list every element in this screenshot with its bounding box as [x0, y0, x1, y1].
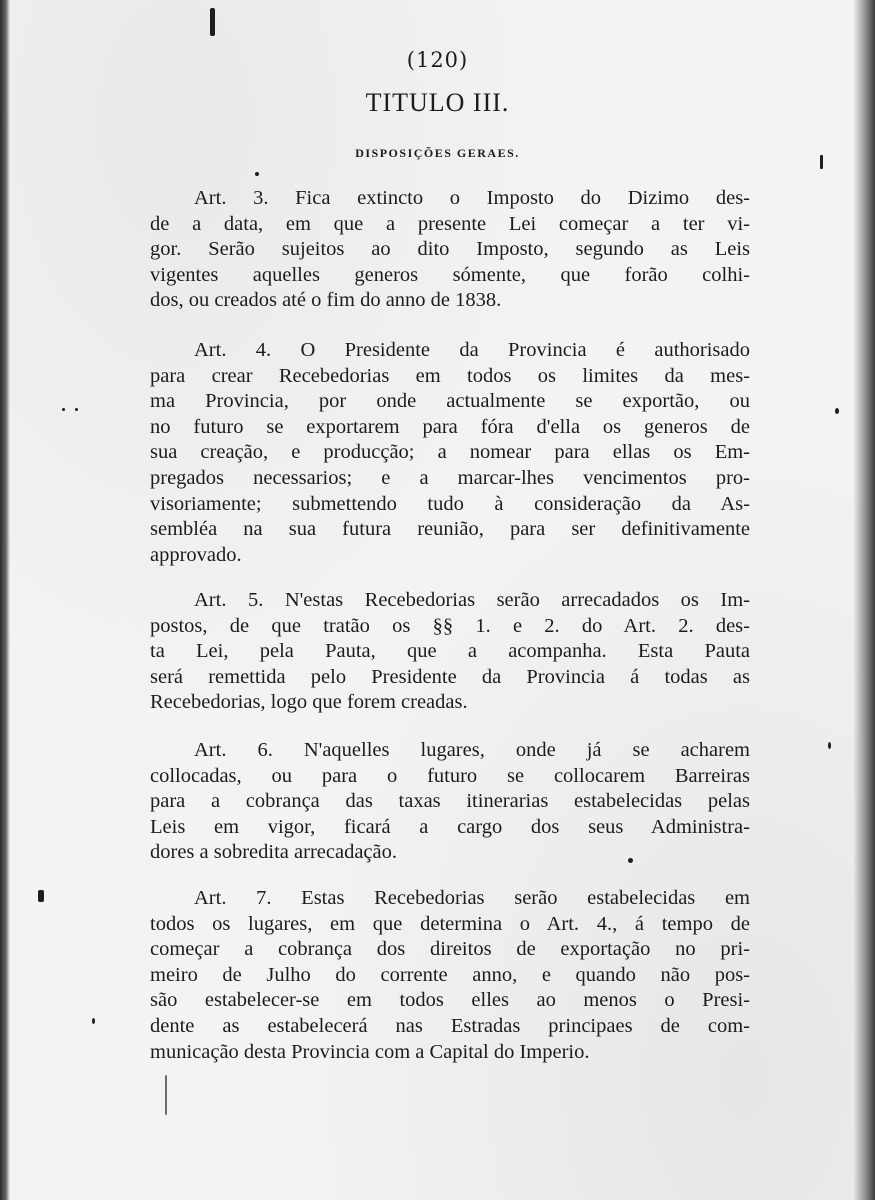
ink-speck — [820, 155, 823, 169]
ink-speck — [92, 1018, 95, 1024]
article-4 — [150, 338, 750, 568]
text-line: Art. 7. Estas Recebedorias serão estabelecidas em — [194, 887, 750, 909]
text-line: Art. 3. Fica extincto o Imposto do Dizimo des- — [194, 187, 750, 209]
text-line: ta Lei, pela Pauta, que a acompanha. Esta Pauta — [150, 640, 750, 663]
ink-speck — [38, 890, 44, 902]
ink-speck — [62, 408, 65, 411]
text-line: será remettida pelo Presidente da Provincia á todas as — [150, 665, 750, 688]
ink-speck — [75, 408, 78, 411]
ink-speck — [628, 858, 633, 863]
article-6 — [150, 738, 750, 866]
text-line: Art. 5. N'estas Recebedorias serão arrecadados os Im- — [194, 589, 750, 611]
text-line: dores a sobredita arrecadação. — [150, 841, 397, 864]
text-line: postos, de que tratão os §§ 1. e 2. do Art. 2. des- — [150, 614, 750, 637]
text-line: gor. Serão sujeitos ao dito Imposto, segundo as Leis — [150, 238, 750, 261]
page-left-shadow — [0, 0, 10, 1200]
ink-speck — [165, 1075, 167, 1115]
text-line: dente as estabelecerá nas Estradas principaes de com- — [150, 1014, 750, 1037]
text-line: de a data, em que a presente Lei começar a ter vi- — [150, 212, 750, 235]
text-line: approvado. — [150, 543, 242, 566]
chapter-title: TITULO III. — [365, 88, 510, 117]
text-line: para a cobrança das taxas itinerarias estabelecidas pelas — [150, 790, 750, 813]
text-line: ma Provincia, por onde actualmente se exportão, ou — [150, 390, 750, 413]
text-line: visoriamente; submettendo tudo à consideração da As- — [150, 492, 750, 515]
page-right-shadow — [853, 0, 875, 1200]
text-line: municação desta Provincia com a Capital do Imperio. — [150, 1040, 590, 1063]
ink-speck — [828, 742, 831, 749]
section-heading: DISPOSIÇÕES GERAES. — [355, 146, 520, 160]
text-line: são estabelecer-se em todos elles ao menos o Presi- — [150, 989, 750, 1012]
text-line: começar a cobrança dos direitos de exportação no pri- — [150, 938, 750, 961]
text-line: todos os lugares, em que determina o Art. 4., á tempo de — [150, 912, 750, 935]
ink-speck — [210, 8, 215, 36]
text-line: vigentes aquelles generos sómente, que forão colhi- — [150, 263, 750, 286]
page-number: (120) — [406, 48, 469, 72]
text-line: sembléa na sua futura reunião, para ser definitivamente — [150, 518, 750, 541]
ink-speck — [835, 408, 839, 414]
article-7 — [150, 886, 750, 1065]
text-line: dos, ou creados até o fim do anno de 1838. — [150, 289, 502, 312]
text-line: collocadas, ou para o futuro se collocarem Barreiras — [150, 764, 750, 787]
article-3 — [150, 186, 750, 314]
text-line: para crear Recebedorias em todos os limites da mes- — [150, 364, 750, 387]
ink-speck — [255, 172, 259, 176]
text-line: Art. 4. O Presidente da Provincia é authorisado — [194, 339, 750, 361]
text-line: Recebedorias, logo que forem creadas. — [150, 691, 468, 714]
text-line: Leis em vigor, ficará a cargo dos seus Administra- — [150, 815, 750, 838]
text-line: meiro de Julho do corrente anno, e quando não pos- — [150, 963, 750, 986]
text-line: sua creação, e producção; a nomear para ellas os Em- — [150, 441, 750, 464]
text-line: no futuro se exportarem para fóra d'ella os generos de — [150, 415, 750, 438]
article-5 — [150, 588, 750, 716]
text-line: pregados necessarios; e a marcar-lhes vencimentos pro- — [150, 466, 750, 489]
text-line: Art. 6. N'aquelles lugares, onde já se acharem — [194, 739, 750, 761]
